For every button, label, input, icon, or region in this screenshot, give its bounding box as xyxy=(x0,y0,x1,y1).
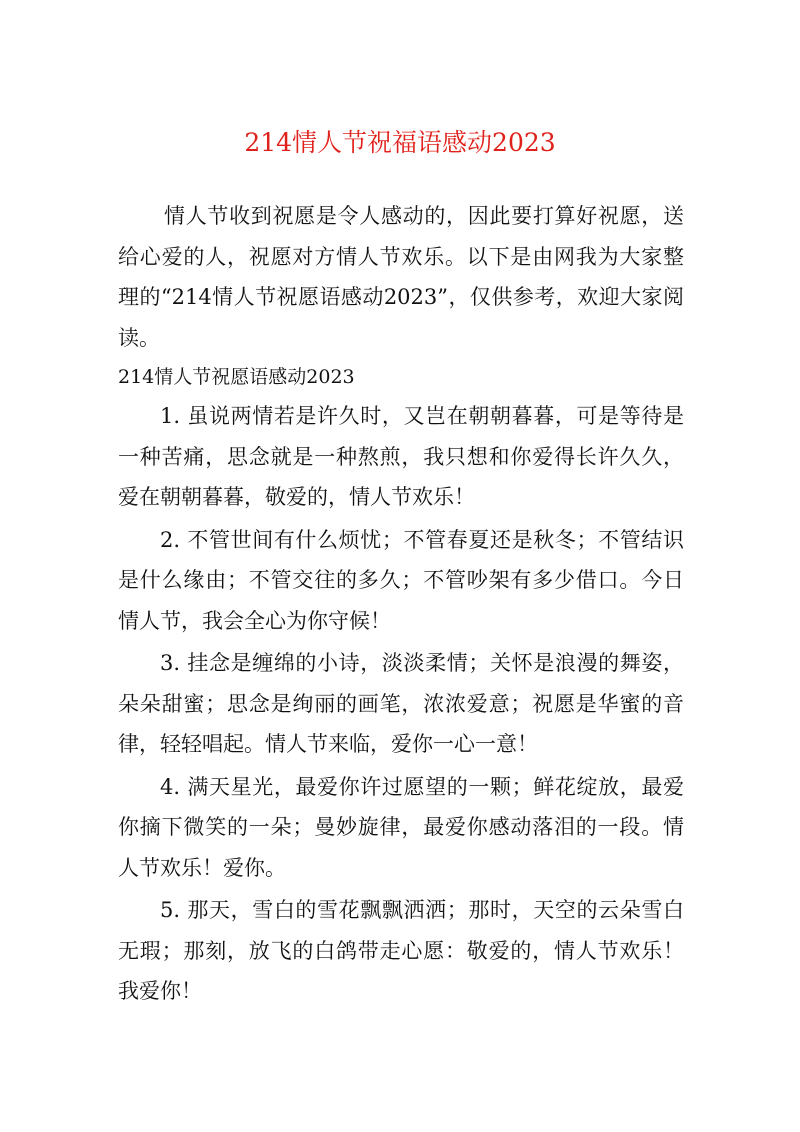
section-heading: 214情人节祝愿语感动2023 xyxy=(118,366,355,388)
wish-item-5: 5. 那天，雪白的雪花飘飘洒洒；那时，天空的云朵雪白无瑕；那刻，放飞的白鸽带走心愿：敬爱的，情人节欢乐！我爱你！ xyxy=(118,898,684,1003)
document-title: 214情人节祝福语感动2023 xyxy=(244,128,556,157)
wish-item-2: 2. 不管世间有什么烦忧；不管春夏还是秋冬；不管结识是什么缘由；不管交往的多久；不管吵架有多少借口。今日情人节，我会全心为你守候！ xyxy=(118,527,684,633)
intro-paragraph: 情人节收到祝愿是令人感动的，因此要打算好祝愿，送给心爱的人，祝愿对方情人节欢乐。以下是由网我为大家整理的“214情人节祝愿语感动2023”，仅供参考，欢迎大家阅读。 xyxy=(118,204,684,350)
wish-item-4: 4. 满天星光，最爱你许过愿望的一颗；鲜花绽放，最爱你摘下微笑的一朵；曼妙旋律，最爱你感动落泪的一段。情人节欢乐！爱你。 xyxy=(118,774,684,880)
wish-item-1: 1. 虽说两情若是许久时，又岂在朝朝暮暮，可是等待是一种苦痛，思念就是一种熬煎，我只想和你爱得长许久久，爱在朝朝暮暮，敬爱的，情人节欢乐！ xyxy=(118,404,684,509)
wish-item-3: 3. 挂念是缠绵的小诗，淡淡柔情；关怀是浪漫的舞姿，朵朵甜蜜；思念是绚丽的画笔，浓浓爱意；祝愿是华蜜的音律，轻轻唱起。情人节来临，爱你一心一意！ xyxy=(118,651,684,756)
document-body xyxy=(118,196,684,1012)
